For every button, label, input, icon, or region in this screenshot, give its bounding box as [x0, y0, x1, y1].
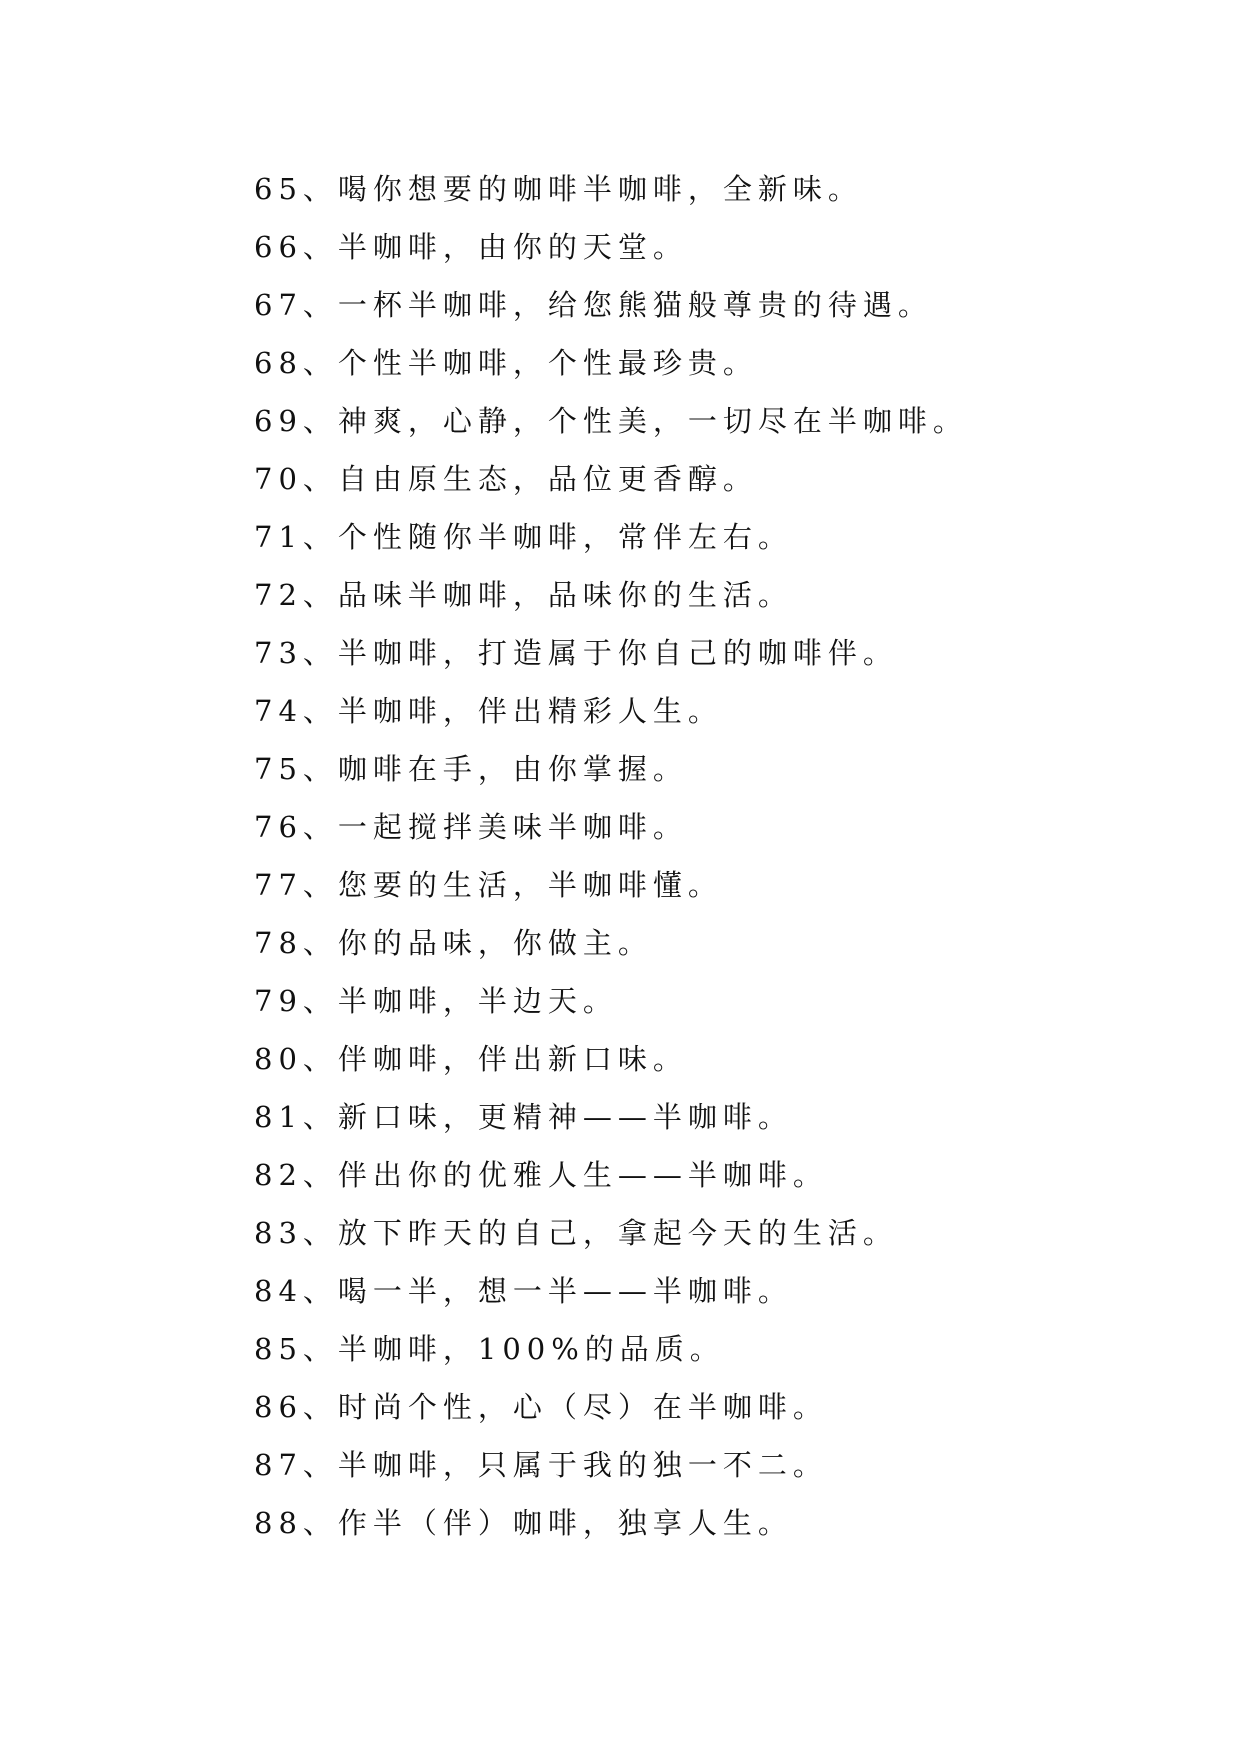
slogan-line: 73、半咖啡，打造属于你自己的咖啡伴。 [254, 636, 898, 670]
slogan-line: 65、喝你想要的咖啡半咖啡，全新味。 [254, 172, 863, 206]
slogan-line: 88、作半（伴）咖啡，独享人生。 [254, 1506, 793, 1540]
slogan-line: 76、一起搅拌美味半咖啡。 [254, 810, 688, 844]
slogan-line: 82、伴出你的优雅人生——半咖啡。 [254, 1158, 828, 1192]
slogan-line: 85、半咖啡，100%的品质。 [254, 1332, 725, 1366]
slogan-line: 66、半咖啡，由你的天堂。 [254, 230, 688, 264]
slogan-line: 86、时尚个性，心（尽）在半咖啡。 [254, 1390, 828, 1424]
slogan-line: 81、新口味，更精神——半咖啡。 [254, 1100, 793, 1134]
slogan-line: 67、一杯半咖啡，给您熊猫般尊贵的待遇。 [254, 288, 933, 322]
slogan-line: 69、神爽，心静，个性美，一切尽在半咖啡。 [254, 404, 968, 438]
slogan-line: 87、半咖啡，只属于我的独一不二。 [254, 1448, 828, 1482]
slogan-line: 71、个性随你半咖啡，常伴左右。 [254, 520, 793, 554]
slogan-line: 80、伴咖啡，伴出新口味。 [254, 1042, 688, 1076]
slogan-line: 79、半咖啡，半边天。 [254, 984, 618, 1018]
slogan-list [254, 160, 1154, 1552]
slogan-line: 75、咖啡在手，由你掌握。 [254, 752, 688, 786]
slogan-line: 83、放下昨天的自己，拿起今天的生活。 [254, 1216, 898, 1250]
slogan-line: 70、自由原生态，品位更香醇。 [254, 462, 758, 496]
slogan-line: 78、你的品味，你做主。 [254, 926, 653, 960]
slogan-line: 84、喝一半，想一半——半咖啡。 [254, 1274, 793, 1308]
slogan-line: 68、个性半咖啡，个性最珍贵。 [254, 346, 758, 380]
slogan-line: 77、您要的生活，半咖啡懂。 [254, 868, 723, 902]
slogan-line: 72、品味半咖啡，品味你的生活。 [254, 578, 793, 612]
slogan-line: 74、半咖啡，伴出精彩人生。 [254, 694, 723, 728]
